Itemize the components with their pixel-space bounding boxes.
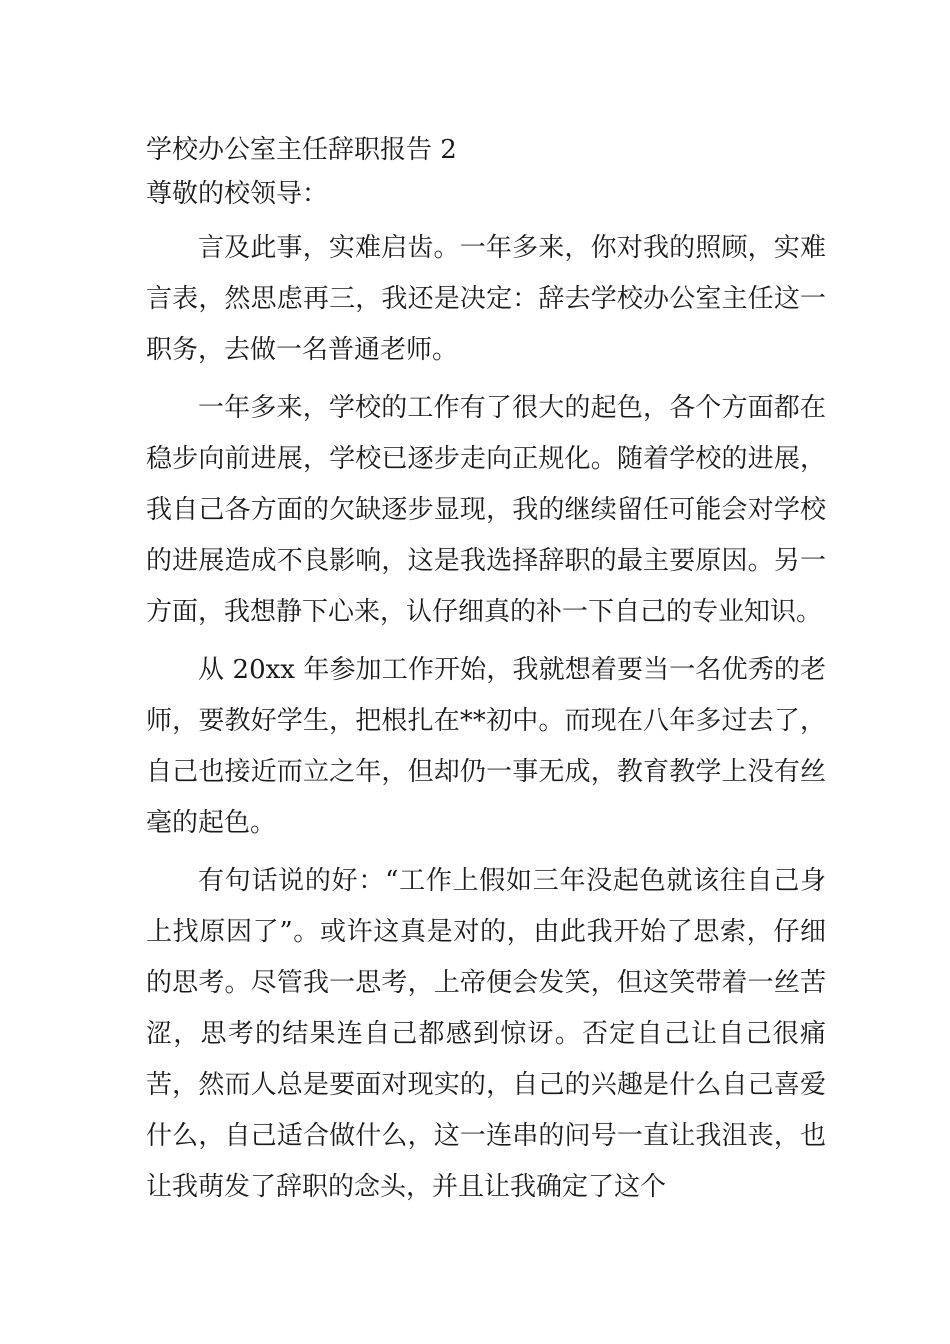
salutation: 尊敬的校领导： bbox=[146, 179, 329, 209]
paragraph-2: 一年多来，学校的工作有了很大的起色，各个方面都在稳步向前进展，学校已逐步走向正规化。随着学校的进展，我自己各方面的欠缺逐步显现，我的继续留任可能会对学校的进展造成不良影响，这是我选择辞职的最主要原因。另一方面，我想静下心来，认仔细真的补一下自己的专业知识。 bbox=[146, 393, 826, 627]
paragraph-3: 从 20xx 年参加工作开始，我就想着要当一名优秀的老师，要教好学生，把根扎在**初中。而现在八年多过去了，自己也接近而立之年，但却仍一事无成，教育教学上没有丝毫的起色。 bbox=[146, 655, 826, 838]
paragraph-1: 言及此事，实难启齿。一年多来，你对我的照顾，实难言表，然思虑再三，我还是决定：辞去学校办公室主任这一职务，去做一名普通老师。 bbox=[146, 233, 826, 365]
paragraph-4: 有句话说的好：“工作上假如三年没起色就该往自己身上找原因了”。或许这真是对的，由此我开始了思索，仔细的思考。尽管我一思考，上帝便会发笑，但这笑带着一丝苦涩，思考的结果连自己都感到惊讶。否定自己让自己很痛苦，然而人总是要面对现实的，自己的兴趣是什么自己喜爱什么，自己适合做什么，这一连串的问号一直让我沮丧，也让我萌发了辞职的念头，并且让我确定了这个 bbox=[146, 866, 826, 1202]
document-body bbox=[146, 128, 826, 1213]
document-title: 学校办公室主任辞职报告 2 bbox=[146, 135, 457, 165]
